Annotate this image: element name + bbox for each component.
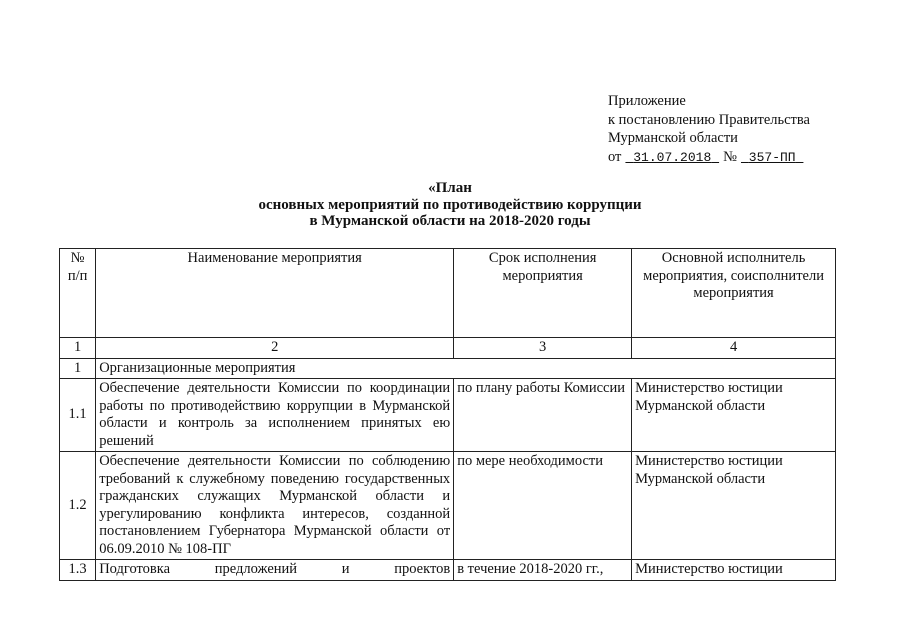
order-date: 31.07.2018 (633, 149, 712, 165)
col-number: 4 (632, 338, 836, 359)
order-number: 357-ПП (748, 149, 796, 165)
row-deadline: в течение 2018-2020 гг., (454, 560, 632, 581)
row-name: Обеспечение деятельности Комиссии по координации работы по противодействию коррупции в Мурманской области и контроль за исполнением принятых ею решений (96, 379, 454, 452)
table-row (60, 452, 836, 560)
section-number: 1 (60, 358, 96, 379)
appendix-line-2: к постановлению Правительства (608, 111, 810, 128)
appendix-block (608, 92, 810, 167)
number-sign: № (723, 148, 737, 165)
document-title (200, 180, 700, 230)
header-name: Наименование мероприятия (96, 249, 454, 338)
title-line-2: основных мероприятий по противодействию коррупции (258, 196, 642, 213)
row-number: 1.3 (60, 560, 96, 581)
title-line-1: «План (428, 180, 472, 196)
row-deadline: по мере необходимости (454, 452, 632, 560)
title-line-3: в Мурманской области на 2018-2020 годы (309, 213, 591, 229)
row-number: 1.2 (60, 452, 96, 560)
header-num: № п/п (60, 249, 96, 338)
row-executor: Министерство юстиции (632, 560, 836, 581)
appendix-line-3: Мурманской области (608, 130, 738, 146)
header-deadline: Срок исполнения мероприятия (454, 249, 632, 338)
section-title: Организационные мероприятия (96, 358, 836, 379)
table-row (60, 379, 836, 452)
row-name: Подготовка предложений и проектов (96, 560, 454, 581)
col-number: 3 (454, 338, 632, 359)
plan-table (59, 248, 836, 581)
appendix-line-1: Приложение (608, 93, 686, 109)
row-deadline: по плану работы Комиссии (454, 379, 632, 452)
date-prefix: от (608, 148, 622, 165)
appendix-order-line (608, 148, 810, 168)
row-executor: Министерство юстиции Мурманской области (632, 452, 836, 560)
row-executor: Министерство юстиции Мурманской области (632, 379, 836, 452)
row-number: 1.1 (60, 379, 96, 452)
col-number: 1 (60, 338, 96, 359)
table-header-row (60, 249, 836, 338)
column-number-row (60, 338, 836, 359)
header-executor: Основной исполнитель мероприятия, соисполнители мероприятия (632, 249, 836, 338)
section-row (60, 358, 836, 379)
row-name: Обеспечение деятельности Комиссии по соблюдению требований к служебному поведению государственных гражданских служащих Мурманской области и урегулированию конфликта интересов, созданной постановлением Губернатора Мурманской области от 06.09.2010 № 108-ПГ (96, 452, 454, 560)
table-row (60, 560, 836, 581)
col-number: 2 (96, 338, 454, 359)
